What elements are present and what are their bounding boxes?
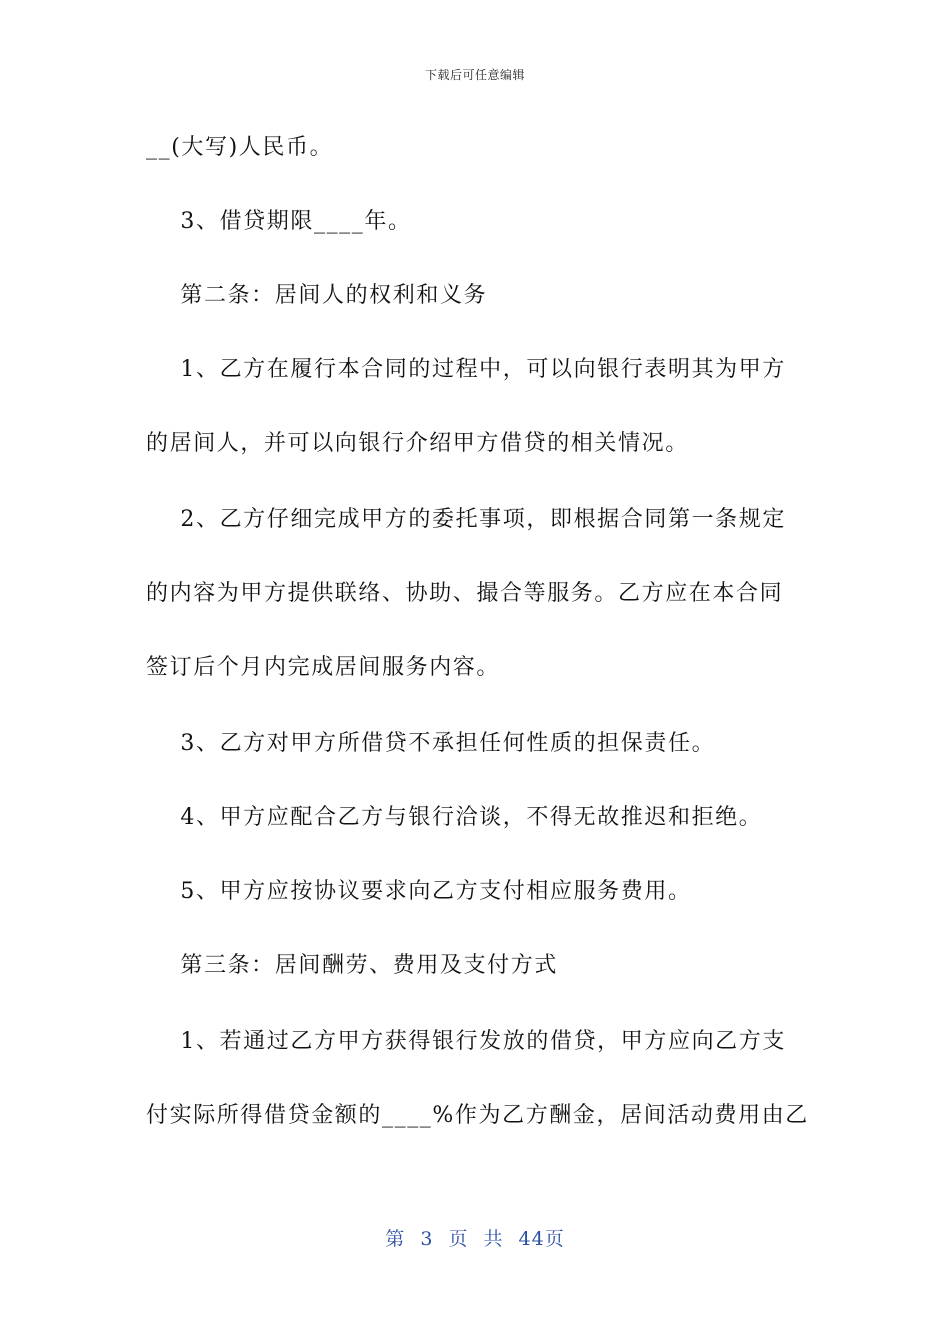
text-line: 2、乙方仔细完成甲方的委托事项，即根据合同第一条规定 [146, 507, 786, 532]
section-heading: 第三条：居间酬劳、费用及支付方式 [146, 953, 558, 978]
text-line: 签订后个月内完成居间服务内容。 [146, 655, 501, 680]
page-number-footer: 第 3 页 共 44页 [385, 1228, 565, 1250]
text-line: 5、甲方应按协议要求向乙方支付相应服务费用。 [146, 879, 692, 904]
text-line: 的内容为甲方提供联络、协助、撮合等服务。乙方应在本合同 [146, 581, 784, 606]
page-header: 下载后可任意编辑 [424, 68, 525, 82]
text-line: __(大写)人民币。 [146, 135, 334, 160]
text-line: 4、甲方应配合乙方与银行洽谈，不得无故推迟和拒绝。 [146, 805, 763, 830]
text-line: 1、若通过乙方甲方获得银行发放的借贷，甲方应向乙方支 [146, 1029, 786, 1054]
text-line: 3、借贷期限____年。 [146, 209, 412, 234]
text-line: 付实际所得借贷金额的____%作为乙方酬金，居间活动费用由乙 [146, 1103, 809, 1128]
text-line: 1、乙方在履行本合同的过程中，可以向银行表明其为甲方 [146, 357, 786, 382]
text-line: 的居间人，并可以向银行介绍甲方借贷的相关情况。 [146, 431, 689, 456]
section-heading: 第二条：居间人的权利和义务 [146, 283, 488, 308]
text-line: 3、乙方对甲方所借贷不承担任何性质的担保责任。 [146, 731, 716, 756]
